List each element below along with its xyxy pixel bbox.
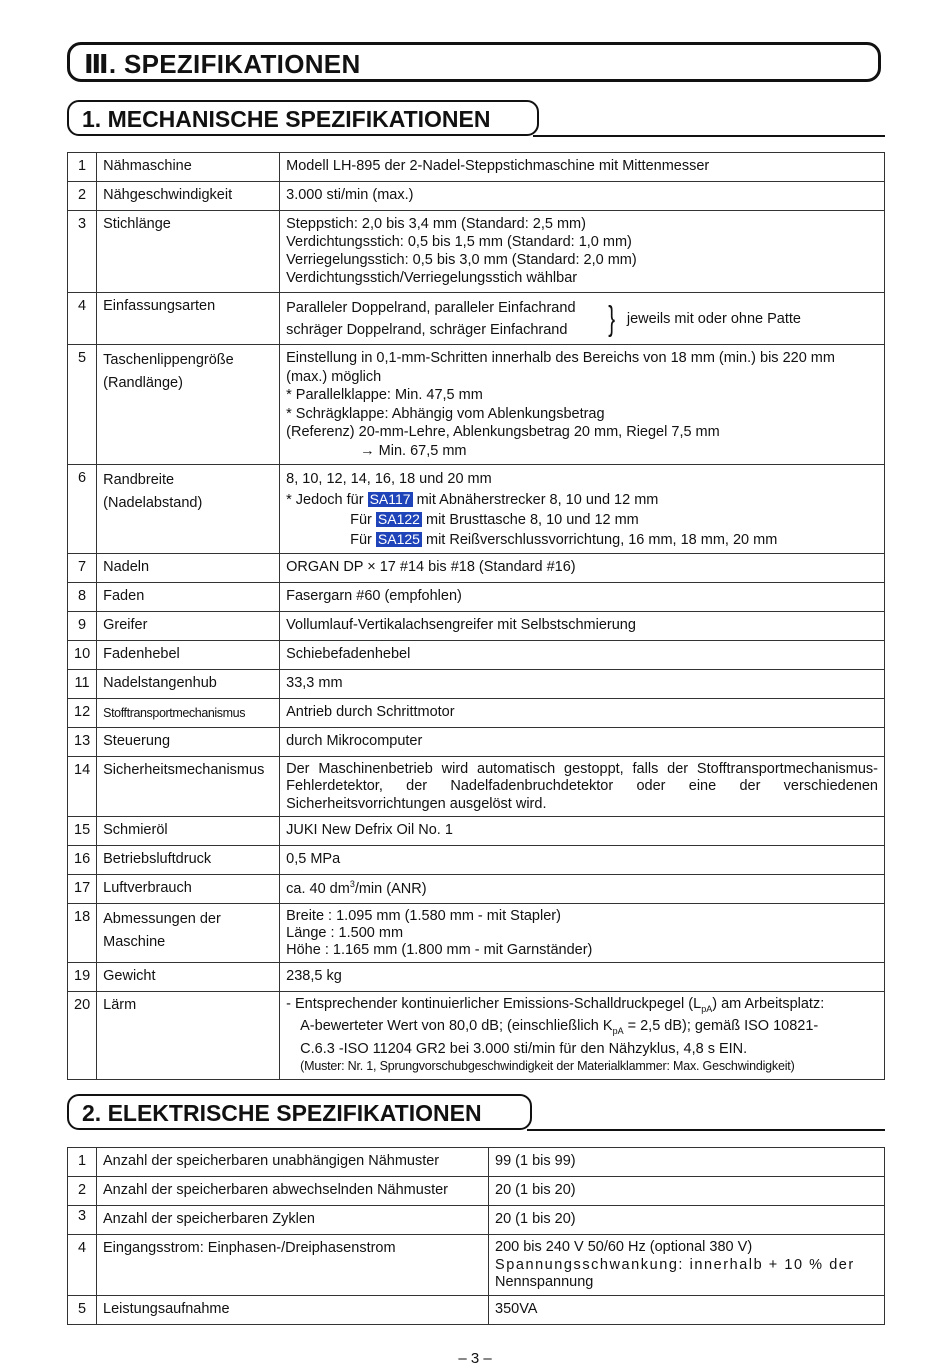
value-text: Für (350, 511, 376, 528)
section-electrical-header (67, 1094, 885, 1130)
value-line: (Muster: Nr. 1, Sprungvorschubgeschwindigkeit der Materialklammer: Max. Geschwindigkeit) (300, 1059, 795, 1074)
value-line: * Parallelklappe: Min. 47,5 mm (286, 387, 483, 404)
spec-value: durch Mikrocomputer (280, 727, 885, 756)
spec-value (280, 464, 885, 553)
section-pill (67, 1094, 532, 1130)
table-row (68, 293, 885, 345)
page-number: – 3 – (458, 1350, 492, 1367)
value-line (286, 996, 878, 1018)
value-text: ) am Arbeitsplatz: (712, 996, 825, 1013)
spec-value: 33,3 mm (280, 669, 885, 698)
model-badge: SA125 (377, 530, 420, 547)
row-number: 11 (68, 669, 97, 698)
section-mechanical-title: 1. MECHANISCHE SPEZIFIKATIONEN (82, 106, 491, 132)
value-line: Nennspannung (495, 1274, 594, 1290)
spec-value: 238,5 kg (280, 963, 885, 992)
value-text: mit Abnäherstrecker 8, 10 und 12 mm (412, 491, 659, 508)
electrical-spec-table (67, 1147, 885, 1325)
table-row (68, 1177, 885, 1206)
value-line: Steppstich: 2,0 bis 3,4 mm (Standard: 2,5 mm) (286, 216, 586, 232)
chapter-numeral: Ⅲ (84, 49, 109, 79)
spec-label: Einfassungsarten (97, 293, 280, 345)
value-text: mit Reißverschlussvorrichtung, 16 mm, 18 mm, 20 mm (421, 531, 778, 548)
arrow-icon: → (360, 442, 375, 459)
spec-label: Sicherheitsmechanismus (97, 756, 280, 817)
table-row (68, 846, 885, 875)
spec-label: Faden (97, 582, 280, 611)
table-row (68, 345, 885, 465)
value-text: mit Brusttasche 8, 10 und 12 mm (421, 511, 639, 528)
spec-value (489, 1235, 885, 1296)
value-line: Einstellung in 0,1-mm-Schritten innerhalb des Bereichs von 18 mm (min.) bis 220 mm (286, 350, 835, 366)
chapter-title-text: . SPEZIFIKATIONEN (108, 49, 361, 79)
spec-label: Nadelstangenhub (97, 669, 280, 698)
value-line: Höhe : 1.165 mm (1.800 mm - mit Garnständer) (286, 942, 593, 959)
mechanical-spec-table (67, 152, 885, 1080)
row-number: 6 (68, 464, 97, 553)
label-line: (Randlänge) (103, 375, 183, 391)
spec-label: Schmieröl (97, 817, 280, 846)
value-text: Für (350, 531, 376, 548)
spec-value (280, 904, 885, 963)
spec-label: Nähmaschine (97, 153, 280, 182)
table-row (68, 582, 885, 611)
row-number: 15 (68, 817, 97, 846)
row-number: 3 (68, 1206, 97, 1235)
label-line: Taschenlippengröße (103, 352, 234, 368)
value-text: * Jedoch für (286, 491, 368, 508)
spec-value (280, 992, 885, 1080)
row-number: 3 (68, 211, 97, 293)
table-row (68, 553, 885, 582)
subscript: pA (612, 1026, 624, 1037)
section-mechanical-header (67, 100, 885, 136)
table-row (68, 1206, 885, 1235)
value-line (286, 442, 878, 461)
table-row (68, 464, 885, 553)
label-line: Abmessungen der (103, 911, 221, 928)
value-line: (max.) möglich (286, 368, 382, 385)
row-number: 9 (68, 611, 97, 640)
value-line (286, 490, 878, 510)
table-row (68, 756, 885, 817)
spec-value: Vollumlauf-Vertikalachsengreifer mit Selbstschmierung (280, 611, 885, 640)
spec-value: 99 (1 bis 99) (489, 1148, 885, 1177)
table-row (68, 963, 885, 992)
value-line: C.6.3 -ISO 11204 GR2 bei 3.000 sti/min für den Nähzyklus, 4,8 s EIN. (300, 1040, 748, 1057)
table-row (68, 1295, 885, 1324)
value-line: Verriegelungsstich: 0,5 bis 3,0 mm (Standard: 2,0 mm) (286, 252, 637, 268)
section-pill (67, 100, 539, 136)
spec-label: Luftverbrauch (97, 875, 280, 904)
table-row (68, 875, 885, 904)
value-line: Breite : 1.095 mm (1.580 mm - mit Stapler) (286, 908, 561, 925)
spec-label: Greifer (97, 611, 280, 640)
value-text: - Entsprechender kontinuierlicher Emissions-Schalldruckpegel (L (286, 996, 702, 1013)
value-text: = 2,5 dB); gemäß ISO 10821- (623, 1018, 819, 1035)
value-line: schräger Doppelrand, schräger Einfachrand (286, 322, 568, 338)
label-line: (Nadelabstand) (103, 494, 203, 511)
right-brace-icon: } (607, 300, 615, 338)
value-line: Verdichtungsstich/Verriegelungsstich wählbar (286, 270, 578, 286)
value-line: Länge : 1.500 mm (286, 925, 404, 942)
spec-value (280, 293, 885, 345)
row-number: 16 (68, 846, 97, 875)
table-row (68, 611, 885, 640)
spec-label: Lärm (97, 992, 280, 1080)
value-line: * Schrägklappe: Abhängig vom Ablenkungsbetrag (286, 405, 605, 422)
spec-value: 0,5 MPa (280, 846, 885, 875)
value-line: (Referenz) 20-mm-Lehre, Ablenkungsbetrag 20 mm, Riegel 7,5 mm (286, 424, 720, 441)
value-line (286, 1018, 878, 1040)
value-text: Der Maschinenbetrieb wird automatisch gestoppt, falls der Stofftransportmechanismus-Fehlerdetektor, der Nadelfadenbruchdetektor oder eine der verschiedenen Sicherheitsvorrichtungen ausgelöst wird. (286, 760, 878, 812)
row-number: 7 (68, 553, 97, 582)
table-row (68, 1148, 885, 1177)
value-text: A-bewerteter Wert von 80,0 dB; (einschließlich K (300, 1018, 613, 1035)
row-number: 8 (68, 582, 97, 611)
subscript: pA (701, 1003, 713, 1014)
table-row (68, 817, 885, 846)
spec-value: 20 (1 bis 20) (489, 1177, 885, 1206)
spec-value: Fasergarn #60 (empfohlen) (280, 582, 885, 611)
spec-label (97, 904, 280, 963)
spec-value: 350VA (489, 1295, 885, 1324)
value-text: ca. 40 dm (286, 880, 350, 897)
value-line: Spannungsschwankung: innerhalb + 10 % der (495, 1256, 855, 1273)
value-line (286, 510, 878, 530)
table-row (68, 727, 885, 756)
spec-label: Nadeln (97, 553, 280, 582)
brace-note: jeweils mit oder ohne Patte (626, 310, 801, 327)
row-number: 19 (68, 963, 97, 992)
label-line: Randbreite (103, 471, 175, 488)
row-number: 4 (68, 293, 97, 345)
spec-label: Nähgeschwindigkeit (97, 182, 280, 211)
value-line (286, 530, 878, 550)
row-number: 1 (68, 1148, 97, 1177)
label-line: Maschine (103, 934, 166, 951)
table-row (68, 211, 885, 293)
row-number: 2 (68, 182, 97, 211)
spec-label: Fadenhebel (97, 640, 280, 669)
row-number: 1 (68, 153, 97, 182)
table-row (68, 182, 885, 211)
spec-value (280, 875, 885, 904)
value-line: 200 bis 240 V 50/60 Hz (optional 380 V) (495, 1239, 753, 1255)
spec-label: Stichlänge (97, 211, 280, 293)
spec-label: Leistungsaufnahme (97, 1295, 489, 1324)
spec-label: Steuerung (97, 727, 280, 756)
row-number: 18 (68, 904, 97, 963)
spec-value (280, 756, 885, 817)
table-row (68, 153, 885, 182)
value-line: Verdichtungsstich: 0,5 bis 1,5 mm (Standard: 1,0 mm) (286, 234, 632, 250)
table-row (68, 992, 885, 1080)
table-row (68, 904, 885, 963)
spec-label: Anzahl der speicherbaren unabhängigen Nähmuster (97, 1148, 489, 1177)
model-badge: SA117 (369, 490, 411, 507)
row-number: 10 (68, 640, 97, 669)
spec-label: Stofftransportmechanismus (97, 698, 280, 727)
spec-value: Antrieb durch Schrittmotor (280, 698, 885, 727)
row-number: 2 (68, 1177, 97, 1206)
row-number: 5 (68, 345, 97, 465)
row-number: 17 (68, 875, 97, 904)
spec-label: Anzahl der speicherbaren Zyklen (97, 1206, 489, 1235)
spec-label (97, 464, 280, 553)
spec-value: ORGAN DP × 17 #14 bis #18 (Standard #16) (280, 553, 885, 582)
spec-label: Eingangsstrom: Einphasen-/Dreiphasenstrom (97, 1235, 489, 1296)
value-text: Min. 67,5 mm (378, 442, 467, 459)
row-number: 4 (68, 1235, 97, 1296)
row-number: 20 (68, 992, 97, 1080)
table-row (68, 669, 885, 698)
spec-label (97, 345, 280, 465)
row-number: 14 (68, 756, 97, 817)
model-badge: SA122 (377, 510, 420, 527)
spec-value: JUKI New Defrix Oil No. 1 (280, 817, 885, 846)
chapter-title (84, 49, 361, 80)
table-row (68, 1235, 885, 1296)
value-line: 8, 10, 12, 14, 16, 18 und 20 mm (286, 470, 492, 487)
spec-label: Gewicht (97, 963, 280, 992)
spec-label: Betriebsluftdruck (97, 846, 280, 875)
section-rule (527, 1129, 885, 1131)
section-electrical-title: 2. ELEKTRISCHE SPEZIFIKATIONEN (82, 1100, 482, 1126)
spec-value: Schiebefadenhebel (280, 640, 885, 669)
chapter-header (67, 42, 881, 82)
table-row (68, 640, 885, 669)
value-text: /min (ANR) (354, 880, 427, 897)
row-number: 13 (68, 727, 97, 756)
section-rule (533, 135, 885, 137)
table-row (68, 698, 885, 727)
row-number: 12 (68, 698, 97, 727)
spec-value: Modell LH-895 der 2-Nadel-Steppstichmaschine mit Mittenmesser (280, 153, 885, 182)
row-number: 5 (68, 1295, 97, 1324)
spec-value (280, 211, 885, 293)
spec-value: 20 (1 bis 20) (489, 1206, 885, 1235)
spec-value: 3.000 sti/min (max.) (280, 182, 885, 211)
spec-value (280, 345, 885, 465)
value-line: Paralleler Doppelrand, paralleler Einfachrand (286, 300, 576, 316)
spec-label: Anzahl der speicherbaren abwechselnden Nähmuster (97, 1177, 489, 1206)
superscript: 3 (349, 879, 355, 890)
